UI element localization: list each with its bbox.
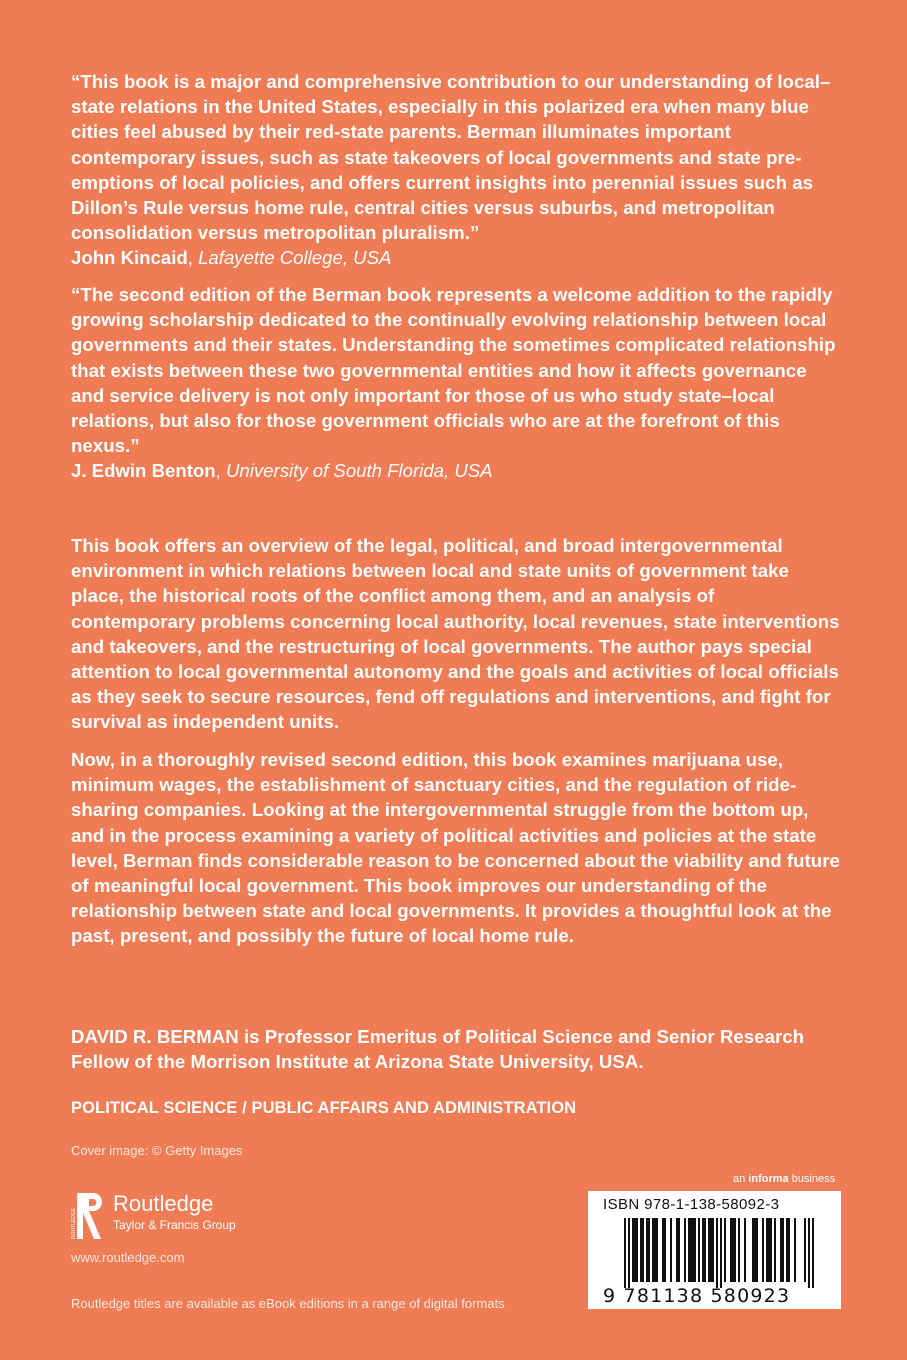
barcode-bar xyxy=(788,1218,790,1282)
publisher-group: Taylor & Francis Group xyxy=(113,1218,236,1232)
barcode-bar xyxy=(774,1218,776,1282)
author-bio xyxy=(71,1024,841,1074)
barcode-bar xyxy=(710,1218,712,1282)
barcode-bar xyxy=(690,1218,692,1282)
barcode-bar xyxy=(752,1218,754,1282)
barcode-bar xyxy=(730,1218,732,1282)
description-paragraph: Now, in a thoroughly revised second edition, this book examines marijuana use, minimum wages, the establishment of sanctuary cities, and the regulation of ride-sharing companies. Looking at the intergovernmental struggle from the bottom up, and in the process examining a variety of political activities and policies at the state level, Berman finds considerable reason to be concerned about the viability and future of meaningful local government. This book improves our understanding of the relationship between state and local governments. It provides a thoughtful look at the past, present, and possibly the future of local home rule. xyxy=(71,749,840,947)
barcode-bar xyxy=(688,1218,690,1282)
barcode-bar xyxy=(646,1218,648,1282)
barcode-bar xyxy=(632,1218,634,1282)
description-2 xyxy=(71,747,841,949)
barcode-bar xyxy=(708,1218,710,1282)
barcode-bar xyxy=(704,1218,706,1282)
ebook-note: Routledge titles are available as eBook editions in a range of digital formats xyxy=(71,1296,505,1311)
cover-credit: Cover image: © Getty Images xyxy=(71,1143,243,1158)
isbn-barcode xyxy=(588,1191,841,1309)
author-name: DAVID R. BERMAN xyxy=(71,1026,239,1047)
barcode-bar xyxy=(662,1218,664,1282)
barcode-bar xyxy=(732,1218,734,1282)
barcode-bar xyxy=(648,1218,650,1282)
routledge-r-icon xyxy=(71,1191,107,1243)
barcode-bar xyxy=(654,1218,656,1282)
isbn-label: ISBN 978-1-138-58092-3 xyxy=(603,1196,780,1213)
publisher-name: Routledge xyxy=(113,1191,214,1216)
publisher-logo xyxy=(71,1191,271,1243)
barcode-bar xyxy=(636,1218,638,1282)
barcode-bar xyxy=(694,1218,696,1282)
barcode-bar xyxy=(692,1218,694,1282)
barcode-digits: 9 781138 580923 xyxy=(603,1285,791,1307)
informa-tagline: an informa business xyxy=(733,1173,836,1185)
barcode-bar xyxy=(642,1218,644,1282)
review-1-attribution: John Kincaid, Lafayette College, USA xyxy=(71,247,392,269)
barcode-bar xyxy=(640,1218,642,1282)
barcode-bar xyxy=(670,1218,672,1282)
barcode-bar xyxy=(768,1218,770,1282)
barcode-bar xyxy=(652,1218,654,1282)
barcode-bar xyxy=(804,1218,806,1282)
barcode-bar xyxy=(656,1218,658,1282)
barcode-bar xyxy=(780,1218,782,1282)
barcode-bar xyxy=(808,1218,810,1288)
barcode-bar xyxy=(624,1218,626,1288)
description-1 xyxy=(71,533,841,735)
review-1-quote: “This book is a major and comprehensive contribution to our understanding of local–state relations in the United States, especially in this polarized era when many blue cities feel abused by their red-state parents. Berman illuminates important contemporary issues, such as state takeovers of local governments and state pre-emptions of local policies, and offers current insights into perennial issues such as Dillon’s Rule versus home rule, central cities versus suburbs, and metropolitan consolidation versus metropolitan pluralism.” xyxy=(71,71,831,244)
barcode-bar xyxy=(678,1218,680,1282)
review-1 xyxy=(71,69,841,271)
barcode-bar xyxy=(628,1218,630,1288)
description-paragraph: This book offers an overview of the legal, political, and broad intergovernmental environment in which relations between local and state units of government take place, the historical roots of the conflict among them, and an analysis of contemporary problems concerning local authority, local revenues, state interventions and takeovers, and the restructuring of local governments. The author pays special attention to local governmental autonomy and the goals and activities of local officials as they seek to secure resources, fend off regulations and interventions, and fight for survival as independent units. xyxy=(71,535,840,733)
barcode-bar xyxy=(786,1218,788,1282)
subject-category: POLITICAL SCIENCE / PUBLIC AFFAIRS AND ADMINISTRATION xyxy=(71,1099,577,1117)
barcode-bar xyxy=(754,1218,756,1282)
barcode-bar xyxy=(698,1218,700,1282)
review-1-reviewer: John Kincaid xyxy=(71,247,188,269)
barcode-bar xyxy=(738,1218,740,1282)
barcode-bar xyxy=(770,1218,772,1282)
review-2-affiliation: University of South Florida, USA xyxy=(225,460,493,482)
review-2-attribution: J. Edwin Benton, University of South Florida, USA xyxy=(71,460,493,482)
barcode-bar xyxy=(744,1218,746,1282)
review-2-reviewer: J. Edwin Benton xyxy=(71,460,216,482)
barcode-bar xyxy=(712,1218,714,1282)
barcode-bar xyxy=(794,1218,796,1282)
barcode-bar xyxy=(756,1218,758,1282)
review-2-quote: “The second edition of the Berman book represents a welcome addition to the rapidly growing scholarship dedicated to the continually evolving relationship between local governments and their states. Understanding the sometimes complicated relationship that exists between these two governmental entities and how it affects governance and service delivery is not only important for those of us who study state–local relations, but also for those government officials who are at the forefront of this nexus.” xyxy=(71,284,836,457)
barcode-bar xyxy=(702,1218,704,1282)
barcode-bar xyxy=(634,1218,636,1282)
publisher-spine-text: ROUTLEDGE xyxy=(71,1207,77,1239)
barcode-bar xyxy=(812,1218,814,1288)
barcode-bar xyxy=(676,1218,678,1282)
barcode-bar xyxy=(782,1218,784,1282)
barcode-bar xyxy=(734,1218,736,1282)
author-bio-text: is Professor Emeritus of Political Science and Senior Research Fellow of the Morrison Institute at Arizona State University, USA. xyxy=(71,1026,805,1073)
barcode-bar xyxy=(720,1218,722,1288)
barcode-bar xyxy=(716,1218,718,1288)
publisher-website[interactable]: www.routledge.com xyxy=(71,1250,185,1265)
review-2 xyxy=(71,282,841,484)
review-1-affiliation: Lafayette College, USA xyxy=(198,247,392,269)
barcode-bar xyxy=(664,1218,666,1282)
barcode-bar xyxy=(766,1218,768,1282)
barcode-bar xyxy=(762,1218,764,1282)
barcode-bar xyxy=(684,1218,686,1282)
barcode-bar xyxy=(724,1218,726,1282)
